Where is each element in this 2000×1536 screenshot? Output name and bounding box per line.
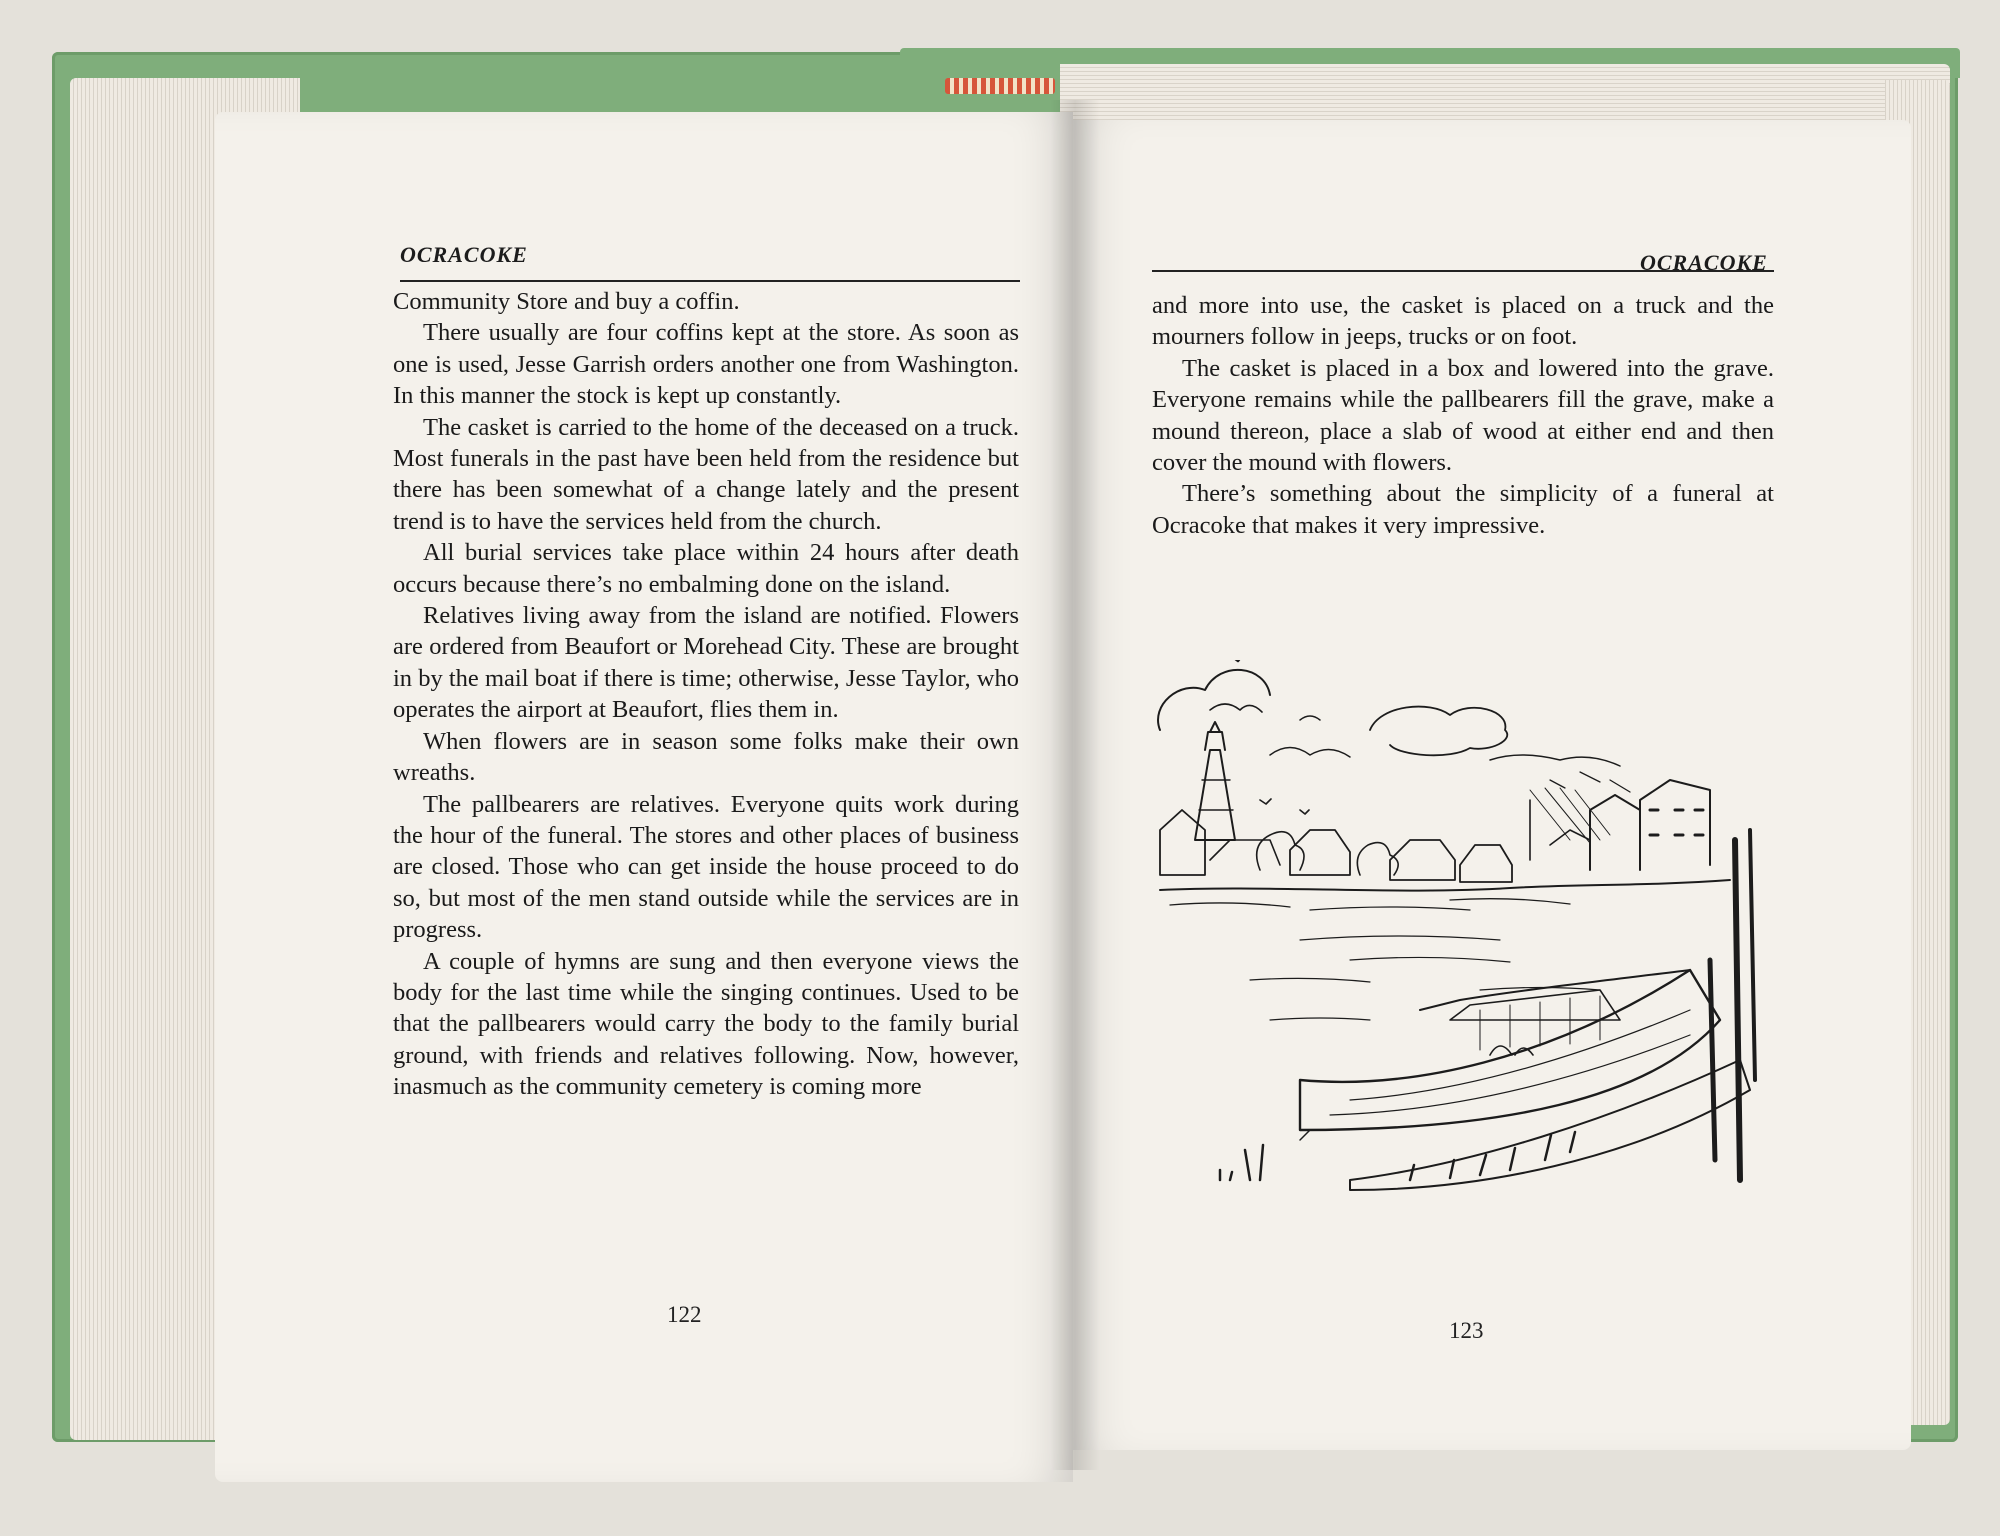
left-paragraph-8: A couple of hymns are sung and then everyone views the body for the last time while the singing continues. Used to be that the pallbearers would carry the body to the family burial ground, with friends and relatives following. Now, however, inasmuch as the community cemetery is coming more <box>393 947 1019 1101</box>
harbor-sketch-illustration <box>1150 660 1780 1200</box>
right-paragraph-3: There’s something about the simplicity of a funeral at Ocracoke that makes it very impressive. <box>1152 480 1774 539</box>
right-text-block <box>1152 290 1774 541</box>
book-gutter <box>1050 100 1100 1470</box>
left-paragraph-3: The casket is carried to the home of the deceased on a truck. Most funerals in the past have been held from the residence but there has been somewhat of a change lately and the present trend is to have the services held from the church. <box>393 413 1019 535</box>
left-paragraph-1: Community Store and buy a coffin. <box>393 288 740 315</box>
top-page-edges <box>1060 64 1950 124</box>
right-page-number: 123 <box>1449 1318 1484 1343</box>
left-paragraph-5: Relatives living away from the island are notified. Flowers are ordered from Beaufort or Morehead City. These are brought in by the mail boat if there is time; otherwise, Jesse Taylor, who operates the airport at Beaufort, flies them in. <box>393 602 1019 724</box>
right-paragraph-2: The casket is placed in a box and lowered into the grave. Everyone remains while the pallbearers fill the grave, make a mound thereon, place a slab of wood at either end and then cover the mound with flowers. <box>1152 354 1774 477</box>
headband <box>945 78 1055 94</box>
left-page-number: 122 <box>667 1302 702 1327</box>
left-paragraph-2: There usually are four coffins kept at the store. As soon as one is used, Jesse Garrish orders another one from Washington. In this manner the stock is kept up constantly. <box>393 319 1019 410</box>
left-paragraph-4: All burial services take place within 24 hours after death occurs because there’s no embalming done on the island. <box>393 539 1019 598</box>
left-paragraph-7: The pallbearers are relatives. Everyone quits work during the hour of the funeral. The stores and other places of business are closed. Those who can get inside the house proceed to do so, but most of the men stand outside while the services are in progress. <box>393 790 1019 944</box>
right-running-head: OCRACOKE <box>1640 250 1768 275</box>
left-paragraph-6: When flowers are in season some folks make their own wreaths. <box>393 727 1019 787</box>
right-paragraph-1: and more into use, the casket is placed on a truck and the mourners follow in jeeps, trucks or on foot. <box>1152 292 1774 351</box>
left-head-rule <box>400 280 1020 282</box>
left-text-block <box>393 286 1019 1103</box>
left-running-head: OCRACOKE <box>400 242 528 267</box>
